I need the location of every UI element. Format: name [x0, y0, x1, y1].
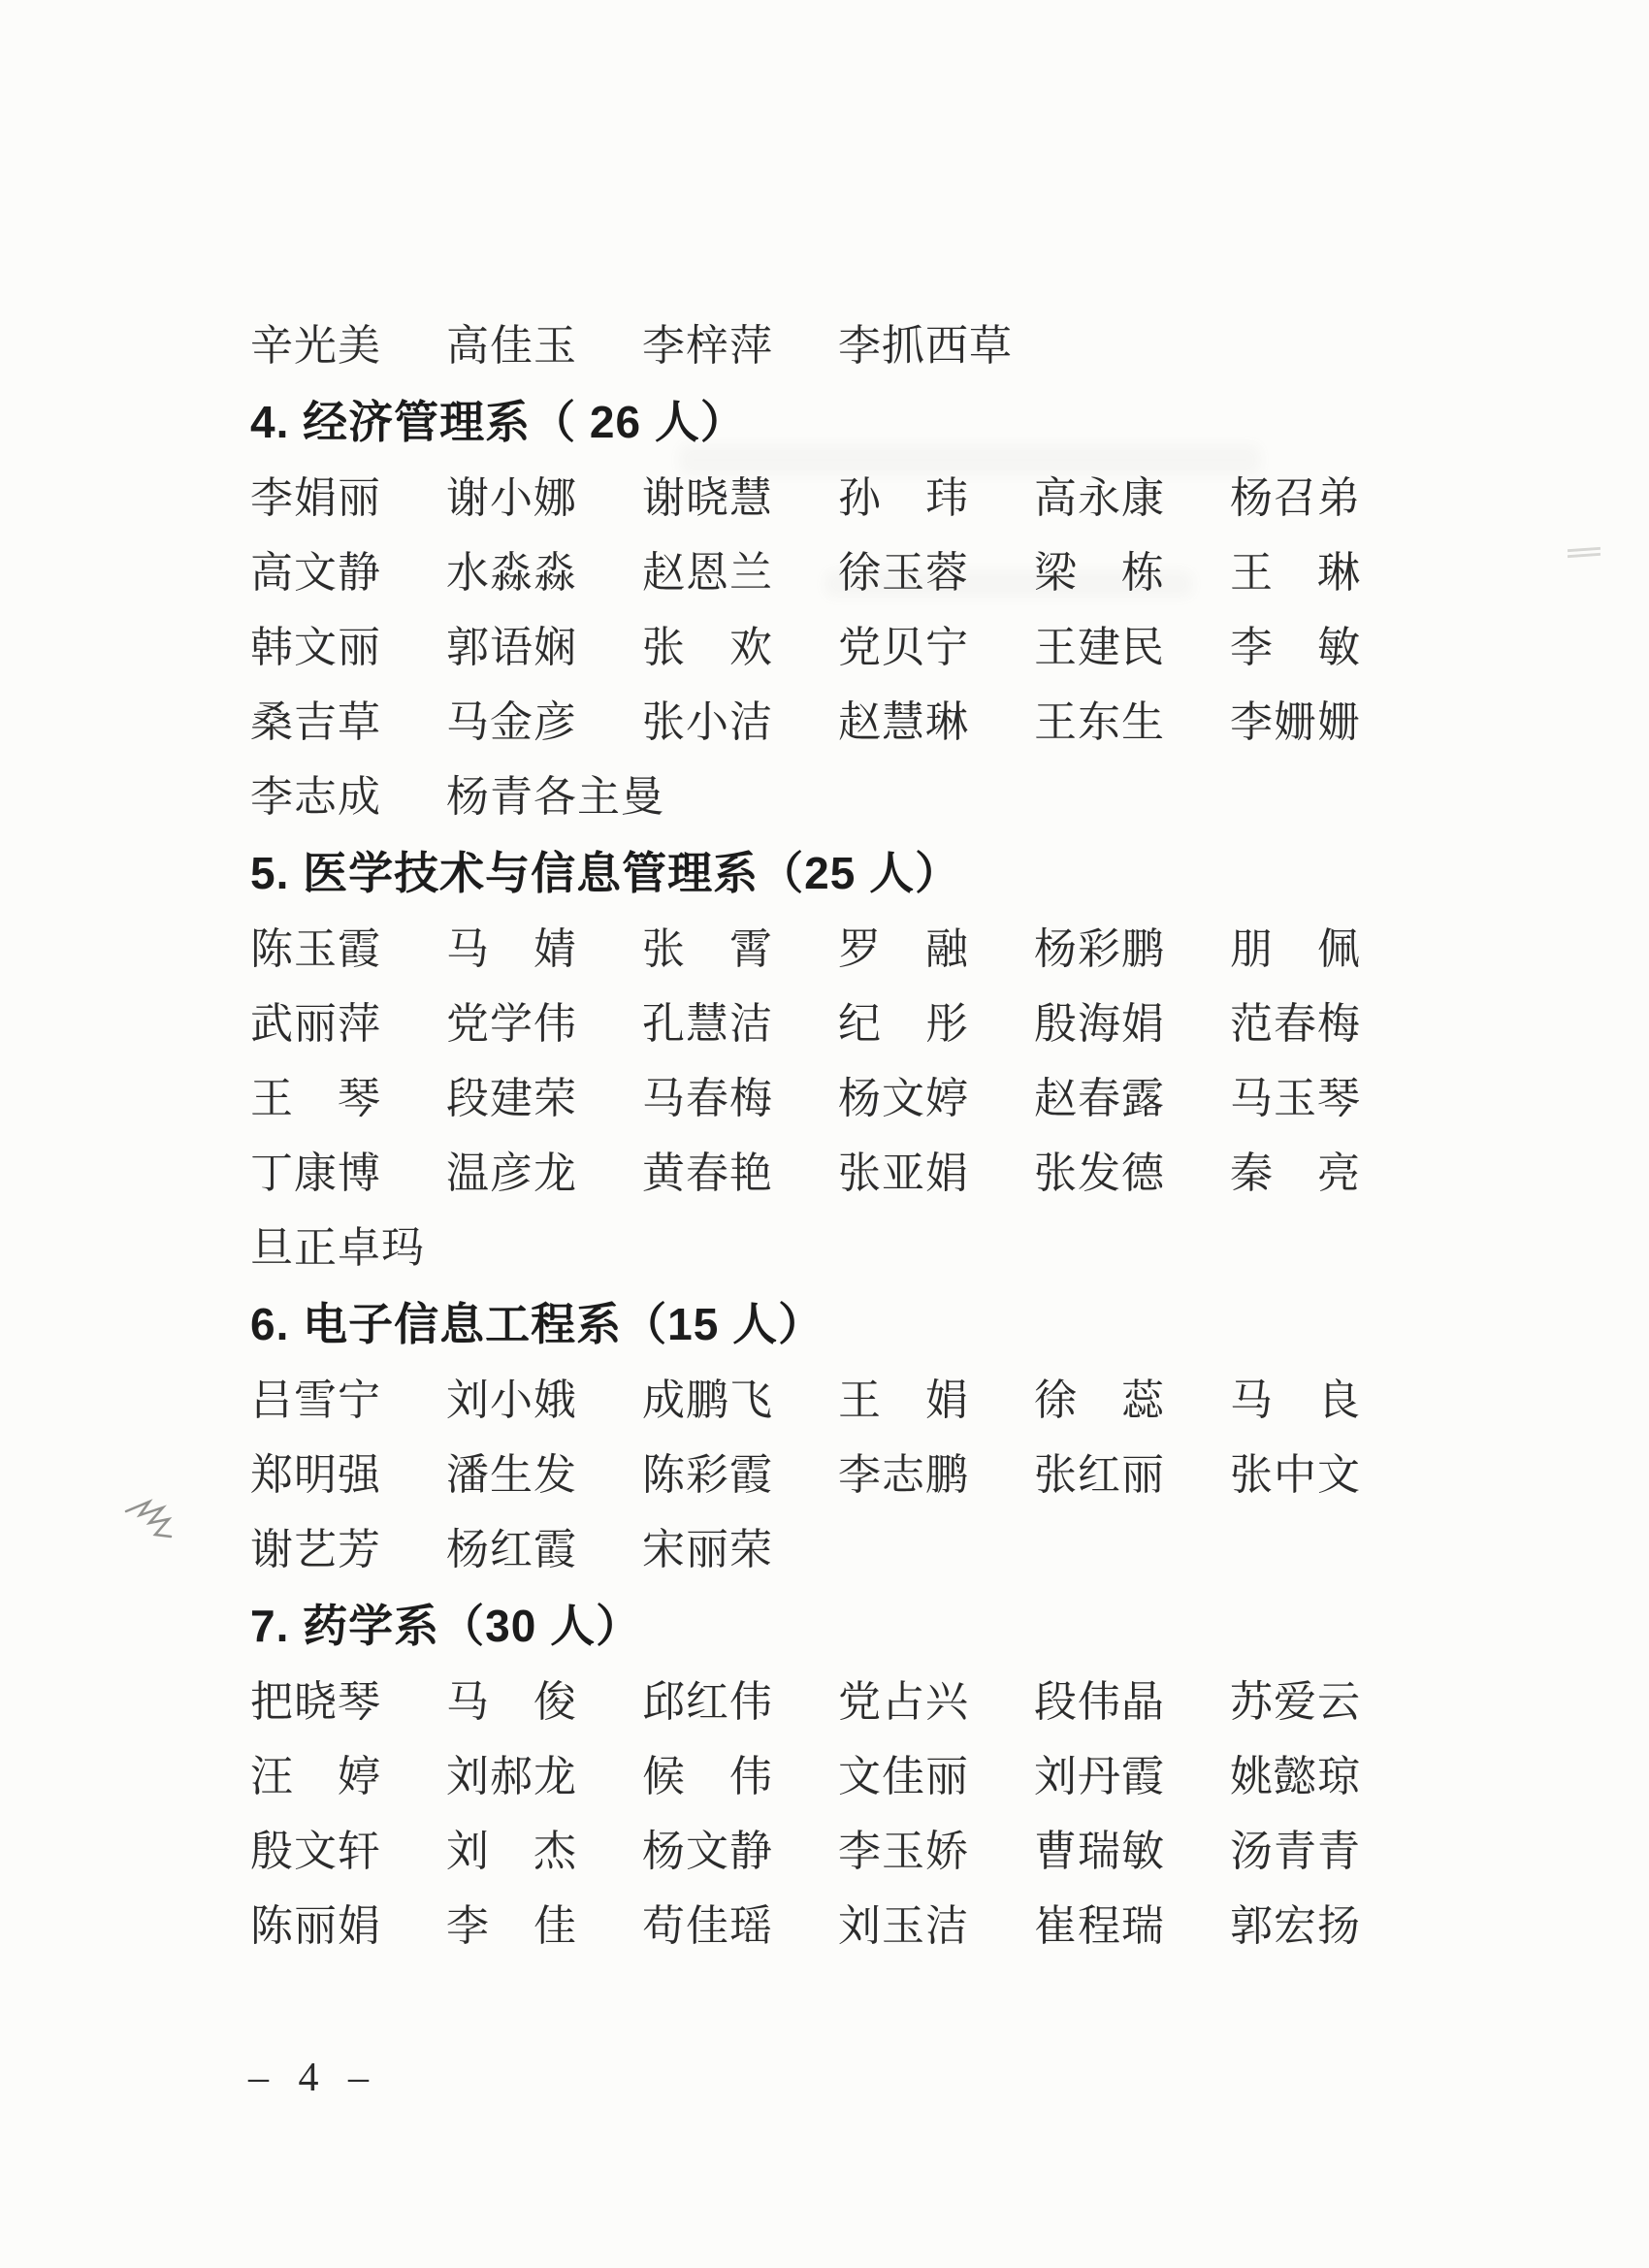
- person-name: 李梓萍: [642, 321, 773, 370]
- name-row: [250, 760, 1472, 834]
- section-medical-tech-info-management: [250, 834, 1472, 1285]
- person-name: 党学伟: [446, 999, 577, 1048]
- person-name: 朋 佩: [1230, 924, 1361, 973]
- person-name: 陈丽娟: [250, 1901, 381, 1950]
- person-name: 温彦龙: [446, 1149, 577, 1197]
- section-name-list: [250, 1665, 1472, 1963]
- section-title: 7. 药学系（30 人）: [250, 1601, 642, 1651]
- person-name: 李志鹏: [838, 1450, 969, 1499]
- name-row: [250, 610, 1472, 685]
- person-name: 范春梅: [1230, 999, 1361, 1048]
- name-row: [250, 1438, 1472, 1512]
- name-row: [250, 535, 1472, 610]
- person-name: 郭语娴: [446, 623, 577, 671]
- person-name: 孔慧洁: [642, 999, 773, 1048]
- person-name: 刘郝龙: [446, 1752, 577, 1800]
- person-name: 高永康: [1034, 473, 1165, 522]
- person-name: 罗 融: [838, 924, 969, 973]
- person-name: 李抓西草: [838, 321, 1013, 370]
- person-name: 刘小娥: [446, 1376, 577, 1424]
- name-row: [250, 912, 1472, 987]
- name-row: [250, 685, 1472, 760]
- person-name: 徐玉蓉: [838, 548, 969, 597]
- person-name: 王东生: [1034, 697, 1165, 746]
- continuation-name-list: [250, 308, 1472, 383]
- person-name: 李 佳: [446, 1901, 577, 1950]
- section-name-list: [250, 912, 1472, 1285]
- person-name: 杨红霞: [446, 1525, 577, 1573]
- person-name: 高文静: [250, 548, 381, 597]
- person-name: 赵恩兰: [642, 548, 773, 597]
- person-name: 谢晓慧: [642, 473, 773, 522]
- person-name: 殷海娟: [1034, 999, 1165, 1048]
- person-name: 郭宏扬: [1230, 1901, 1361, 1950]
- name-row: [250, 1512, 1472, 1587]
- person-name: 李娟丽: [250, 473, 381, 522]
- name-row: [250, 1211, 1472, 1285]
- section-electronic-info-engineering: [250, 1285, 1472, 1587]
- person-name: 徐 蕊: [1034, 1376, 1165, 1424]
- person-name: 马春梅: [642, 1074, 773, 1122]
- name-row: [250, 1363, 1472, 1438]
- pencil-squiggle-artifact: [120, 1498, 178, 1548]
- name-row: [250, 1814, 1472, 1889]
- person-name: 陈彩霞: [642, 1450, 773, 1499]
- person-name: 旦正卓玛: [250, 1223, 425, 1272]
- person-name: 吕雪宁: [250, 1376, 381, 1424]
- person-name: 杨文静: [642, 1827, 773, 1875]
- person-name: 姚懿琼: [1230, 1752, 1361, 1800]
- person-name: 李志成: [250, 772, 381, 821]
- name-row: [250, 1061, 1472, 1136]
- person-name: 曹瑞敏: [1034, 1827, 1165, 1875]
- page-number: – 4 –: [248, 2056, 378, 2100]
- person-name: 宋丽荣: [642, 1525, 773, 1573]
- person-name: 杨彩鹏: [1034, 924, 1165, 973]
- person-name: 张小洁: [642, 697, 773, 746]
- person-name: 文佳丽: [838, 1752, 969, 1800]
- person-name: 武丽萍: [250, 999, 381, 1048]
- person-name: 张 霄: [642, 924, 773, 973]
- person-name: 候 伟: [642, 1752, 773, 1800]
- person-name: 张 欢: [642, 623, 773, 671]
- person-name: 刘丹霞: [1034, 1752, 1165, 1800]
- person-name: 杨青各主曼: [446, 772, 664, 821]
- person-name: 殷文轩: [250, 1827, 381, 1875]
- person-name: 邱红伟: [642, 1677, 773, 1726]
- person-name: 丁康博: [250, 1149, 381, 1197]
- person-name: 苏爱云: [1230, 1677, 1361, 1726]
- person-name: 杨召弟: [1230, 473, 1361, 522]
- section-title: 5. 医学技术与信息管理系（25 人）: [250, 848, 961, 898]
- person-name: 马 婧: [446, 924, 577, 973]
- name-row: [250, 987, 1472, 1061]
- page-content: [250, 308, 1472, 1963]
- person-name: 张发德: [1034, 1149, 1165, 1197]
- person-name: 党贝宁: [838, 623, 969, 671]
- person-name: 马玉琴: [1230, 1074, 1361, 1122]
- person-name: 陈玉霞: [250, 924, 381, 973]
- person-name: 张红丽: [1034, 1450, 1165, 1499]
- section-economics-management: [250, 383, 1472, 834]
- person-name: 赵慧琳: [838, 697, 969, 746]
- person-name: 王 琳: [1230, 548, 1361, 597]
- person-name: 韩文丽: [250, 623, 381, 671]
- person-name: 汪 婷: [250, 1752, 381, 1800]
- person-name: 李 敏: [1230, 623, 1361, 671]
- name-row: [250, 461, 1472, 535]
- person-name: 马 俊: [446, 1677, 577, 1726]
- section-name-list: [250, 1363, 1472, 1587]
- person-name: 李姗姗: [1230, 697, 1361, 746]
- person-name: 马金彦: [446, 697, 577, 746]
- person-name: 王建民: [1034, 623, 1165, 671]
- person-name: 谢小娜: [446, 473, 577, 522]
- person-name: 王 琴: [250, 1074, 381, 1122]
- person-name: 李玉娇: [838, 1827, 969, 1875]
- person-name: 成鹏飞: [642, 1376, 773, 1424]
- section-title: 4. 经济管理系（ 26 人）: [250, 397, 746, 447]
- person-name: 王 娟: [838, 1376, 969, 1424]
- person-name: 马 良: [1230, 1376, 1361, 1424]
- person-name: 谢艺芳: [250, 1525, 381, 1573]
- person-name: 纪 彤: [838, 999, 969, 1048]
- person-name: 水淼淼: [446, 548, 577, 597]
- edge-smudge-artifact: [1568, 545, 1600, 561]
- person-name: 赵春露: [1034, 1074, 1165, 1122]
- person-name: 辛光美: [250, 321, 381, 370]
- person-name: 黄春艳: [642, 1149, 773, 1197]
- name-row: [250, 308, 1472, 383]
- name-row: [250, 1739, 1472, 1814]
- person-name: 秦 亮: [1230, 1149, 1361, 1197]
- name-row: [250, 1136, 1472, 1211]
- person-name: 梁 栋: [1034, 548, 1165, 597]
- person-name: 党占兴: [838, 1677, 969, 1726]
- name-row: [250, 1889, 1472, 1963]
- section-title: 6. 电子信息工程系（15 人）: [250, 1299, 824, 1349]
- person-name: 张亚娟: [838, 1149, 969, 1197]
- person-name: 段伟晶: [1034, 1677, 1165, 1726]
- person-name: 把晓琴: [250, 1677, 381, 1726]
- person-name: 刘玉洁: [838, 1901, 969, 1950]
- section-pharmacy: [250, 1587, 1472, 1963]
- person-name: 苟佳瑶: [642, 1901, 773, 1950]
- person-name: 汤青青: [1230, 1827, 1361, 1875]
- person-name: 杨文婷: [838, 1074, 969, 1122]
- section-name-list: [250, 461, 1472, 834]
- person-name: 刘 杰: [446, 1827, 577, 1875]
- person-name: 张中文: [1230, 1450, 1361, 1499]
- person-name: 崔程瑞: [1034, 1901, 1165, 1950]
- person-name: 孙 玮: [838, 473, 969, 522]
- person-name: 潘生发: [446, 1450, 577, 1499]
- name-row: [250, 1665, 1472, 1739]
- person-name: 高佳玉: [446, 321, 577, 370]
- person-name: 郑明强: [250, 1450, 381, 1499]
- person-name: 桑吉草: [250, 697, 381, 746]
- person-name: 段建荣: [446, 1074, 577, 1122]
